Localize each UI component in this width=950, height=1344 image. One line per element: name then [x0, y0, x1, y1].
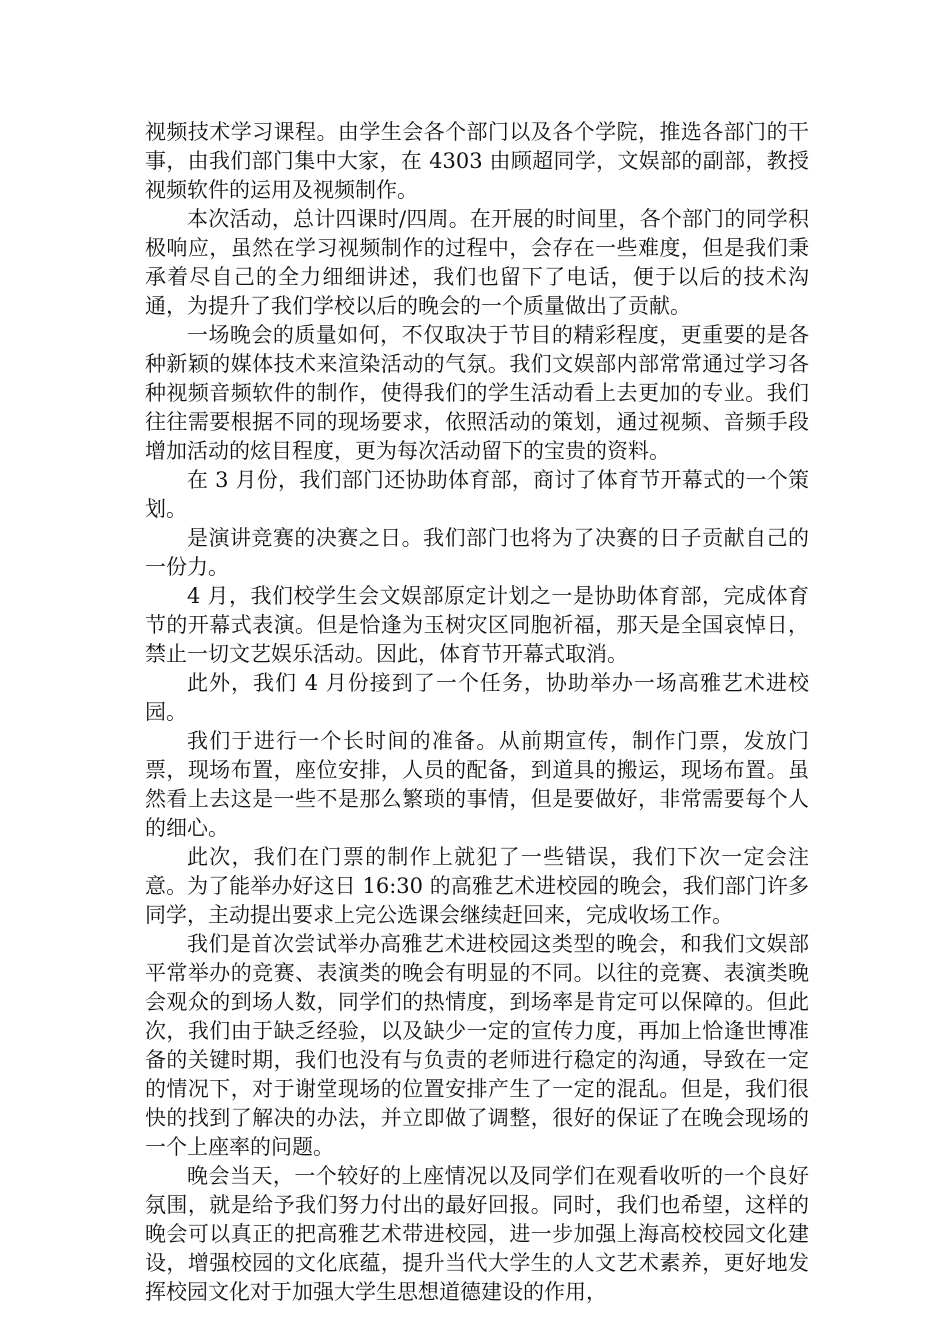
paragraph-4: 在 3 月份，我们部门还协助体育部，商讨了体育节开幕式的一个策划。 — [145, 468, 809, 521]
paragraph-8: 我们于进行一个长时间的准备。从前期宣传，制作门票，发放门票，现场布置，座位安排，人员的配备，到道具的搬运，现场布置。虽然看上去这是一些不是那么繁琐的事情，但是要做好，非常需要每个人的细心。 — [145, 729, 809, 840]
document-body — [145, 118, 809, 1307]
paragraph-6: 4 月，我们校学生会文娱部原定计划之一是协助体育部，完成体育节的开幕式表演。但是恰逢为玉树灾区同胞祈福，那天是全国哀悼日，禁止一切文艺娱乐活动。因此，体育节开幕式取消。 — [145, 584, 809, 666]
paragraph-1: 视频技术学习课程。由学生会各个部门以及各个学院，推选各部门的干事，由我们部门集中大家，在 4303 由顾超同学，文娱部的副部，教授视频软件的运用及视频制作。 — [145, 120, 809, 202]
paragraph-2: 本次活动，总计四课时/四周。在开展的时间里，各个部门的同学积极响应，虽然在学习视频制作的过程中，会存在一些难度，但是我们秉承着尽自己的全力细细讲述，我们也留下了电话，便于以后的技术沟通，为提升了我们学校以后的晚会的一个质量做出了贡献。 — [145, 207, 809, 318]
paragraph-7: 此外，我们 4 月份接到了一个任务，协助举办一场高雅艺术进校园。 — [145, 671, 809, 724]
paragraph-3: 一场晚会的质量如何，不仅取决于节目的精彩程度，更重要的是各种新颖的媒体技术来渲染活动的气氛。我们文娱部内部常常通过学习各种视频音频软件的制作，使得我们的学生活动看上去更加的专业。我们往往需要根据不同的现场要求，依照活动的策划，通过视频、音频手段增加活动的炫目程度，更为每次活动留下的宝贵的资料。 — [145, 323, 809, 463]
paragraph-11: 晚会当天，一个较好的上座情况以及同学们在观看收听的一个良好氛围，就是给予我们努力付出的最好回报。同时，我们也希望，这样的晚会可以真正的把高雅艺术带进校园，进一步加强上海高校校园文化建设，增强校园的文化底蕴，提升当代大学生的人文艺术素养，更好地发挥校园文化对于加强大学生思想道德建设的作用， — [145, 1164, 809, 1304]
paragraph-9: 此次，我们在门票的制作上就犯了一些错误，我们下次一定会注意。为了能举办好这日 16:30 的高雅艺术进校园的晚会，我们部门许多同学，主动提出要求上完公选课会继续赶回来，完成收场工作。 — [145, 845, 809, 927]
paragraph-5: 是演讲竞赛的决赛之日。我们部门也将为了决赛的日子贡献自己的一份力。 — [145, 526, 809, 579]
paragraph-10: 我们是首次尝试举办高雅艺术进校园这类型的晚会，和我们文娱部平常举办的竞赛、表演类的晚会有明显的不同。以往的竞赛、表演类晚会观众的到场人数，同学们的热情度，到场率是肯定可以保障的。但此次，我们由于缺乏经验，以及缺少一定的宣传力度，再加上恰逢世博准备的关键时期，我们也没有与负责的老师进行稳定的沟通，导致在一定的情况下，对于谢堂现场的位置安排产生了一定的混乱。但是，我们很快的找到了解决的办法，并立即做了调整，很好的保证了在晚会现场的一个上座率的问题。 — [145, 932, 809, 1159]
